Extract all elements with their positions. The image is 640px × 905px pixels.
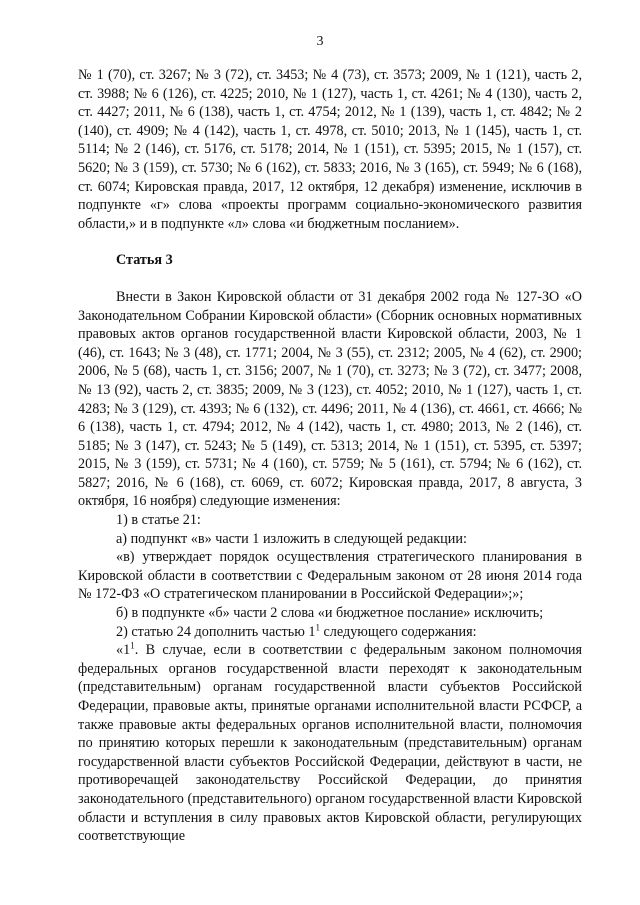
intro-paragraph: Внести в Закон Кировской области от 31 декабря 2002 года № 127-ЗО «О Законодательном Собрании Кировской области» (Сборник основных нормативных правовых актов органов государственной власти Кировской области, 2003, № 1 (46), ст. 1643; № 3 (48), ст. 1771; 2004, № 3 (55), ст. 2312; 2005, № 4 (62), ст. 2900; 2006, № 5 (68), часть 1, ст. 3156; 2007, № 1 (70), ст. 3273; № 3 (72), ст. 3477; 2008, № 13 (92), часть 2, ст. 3835; 2009, № 3 (123), ст. 4052; 2010, № 1 (127), часть 1, ст. 4283; № 3 (129), ст. 4393; № 6 (132), ст. 4496; 2011, № 4 (136), ст. 4661, ст. 4666; № 6 (138), часть 1, ст. 4794; 2012, № 4 (142), часть 1, ст. 4980; 2013, № 2 (146), ст. 5185; № 3 (147), ст. 5243; № 5 (149), ст. 5313; 2014, № 1 (151), ст. 5395, ст. 5397; 2015, № 3 (159), ст. 5731; № 4 (160), ст. 5759; № 5 (161), ст. 5794; № 6 (162), ст. 5827; 2016, № 6 (168), ст. 6069, ст. 6072; Кировская правда, 2017, 8 августа, 3 октября, 16 ноября) следующие изменения: [78,288,582,510]
document-body [78,66,582,846]
quote-superscript: 1 [130,640,135,651]
item-1: 1) в статье 21: [116,512,201,529]
quote-subparagraph-v: «в) утверждает порядок осуществления стратегического планирования в Кировской области в соответствии с Федеральным законом от 28 июня 2014 года № 172-ФЗ «О стратегическом планировании в Российской Федерации»;»; [78,549,582,603]
item-2-text-post: следующего содержания: [319,623,477,640]
item-1a: а) подпункт «в» части 1 изложить в следующей редакции: [116,530,467,547]
item-2 [78,623,582,642]
item-1b: б) в подпункте «б» части 2 слова «и бюджетное послание» исключить; [116,605,544,622]
article-heading: Статья 3 [116,252,173,269]
continuation-paragraph: № 1 (70), ст. 3267; № 3 (72), ст. 3453; № 4 (73), ст. 3573; 2009, № 1 (121), часть 2, ст. 3988; № 6 (126), ст. 4225; 2010, № 1 (127), часть 1, ст. 4261; № 4 (130), часть 2, ст. 4427; 2011, № 6 (138), часть 1, ст. 4754; 2012, № 1 (139), часть 1, ст. 4842; № 2 (140), ст. 4909; № 4 (142), часть 1, ст. 4978, ст. 5010; 2013, № 1 (145), часть 1, ст. 5114; № 2 (146), ст. 5176, ст. 5178; 2014, № 1 (151), ст. 5395; 2015, № 1 (157), ст. 5620; № 3 (159), ст. 5730; № 6 (162), ст. 5833; 2016, № 3 (165), ст. 5949; № 6 (168), ст. 6074; Кировская правда, 2017, 12 октября, 12 декабря) изменение, исключив в подпункте «г» слова «проекты программ социально-экономического развития области,» и в подпункте «л» слова «и бюджетным посланием». [78,67,582,232]
quote-text-post: . В случае, если в соответствии с федеральным законом полномочия федеральных органов государственной власти переходят к законодательным (представительным) органам государственной власти субъектов Российской Федерации, правовые акты, принятые органами исполнительной власти РСФСР, а также правовые акты федеральных органов исполнительной власти, полномочия по принятию которых перешли к законодательным (представительным) органам государственной власти субъектов Российской Федерации, действуют в части, не противоречащей законодательству Российской Федерации, до принятия законодательного (представительного) органом государственной власти Кировской области и вступления в силу правовых актов Кировской области, регулирующих соответствующие [78,642,582,845]
quote-part-1-1 [78,641,582,846]
quote-text-pre: «1 [116,642,131,659]
page-number: 3 [316,34,324,49]
item-2-superscript: 1 [315,621,320,632]
item-2-text-pre: 2) статью 24 дополнить частью 1 [116,623,316,640]
